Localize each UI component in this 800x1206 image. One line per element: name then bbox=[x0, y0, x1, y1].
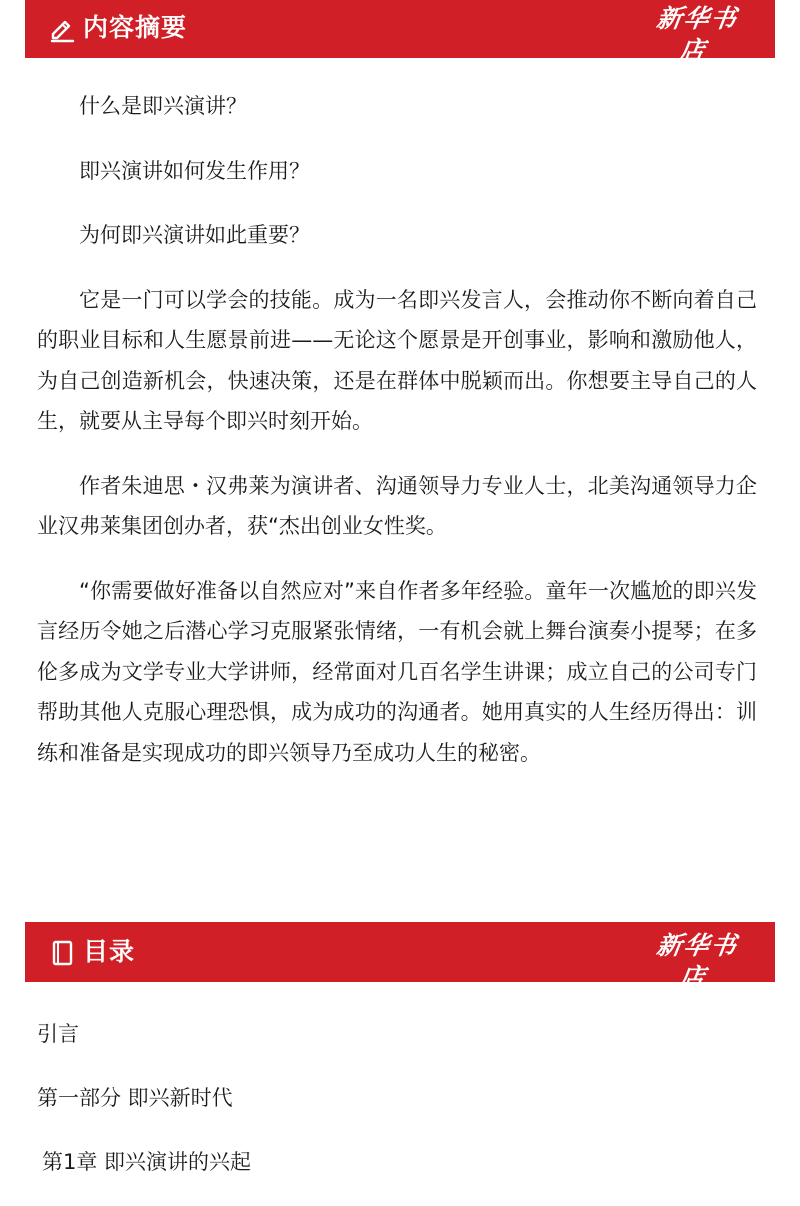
xinhua-logo-cn: 新华书店 bbox=[654, 4, 740, 65]
toc-title: 目录 bbox=[83, 937, 136, 966]
xinhua-logo bbox=[643, 3, 747, 75]
summary-title: 内容摘要 bbox=[83, 13, 188, 42]
summary-paragraph: 作者朱迪思・汉弗莱为演讲者、沟通领导力专业人士，北美沟通领导力企业汉弗莱集团创办者，获“杰出创业女性奖。 bbox=[37, 473, 757, 538]
toc-list bbox=[37, 1014, 757, 1206]
summary-paragraph: “你需要做好准备以自然应对”来自作者多年经验。童年一次尴尬的即兴发言经历令她之后潜心学习克服紧张情绪，一有机会就上舞台演奏小提琴；在多伦多成为文学专业大学讲师，经常面对几百名学生讲课；成立自己的公司专门帮助其他人克服心理恐惧，成为成功的沟通者。她用真实的人生经历得出：训练和准备是实现成功的即兴领导乃至成功人生的秘密。 bbox=[37, 578, 757, 765]
toc-item-part-1[interactable]: 第一部分 即兴新时代 bbox=[37, 1086, 233, 1110]
xinhua-logo-en: XINHUA BOOKSTORE bbox=[649, 995, 741, 1002]
toc-item-intro[interactable]: 引言 bbox=[37, 1022, 79, 1046]
xinhua-logo-cn: 新华书店 bbox=[654, 931, 740, 992]
summary-question: 什么是即兴演讲？ bbox=[79, 94, 247, 118]
summary-content bbox=[37, 86, 757, 797]
toc-header bbox=[25, 922, 775, 1002]
summary-question: 即兴演讲如何发生作用？ bbox=[79, 158, 310, 183]
summary-header bbox=[25, 0, 775, 75]
summary-paragraph: 它是一门可以学会的技能。成为一名即兴发言人，会推动你不断向着自己的职业目标和人生愿景前进——无论这个愿景是开创事业，影响和激励他人，为自己创造新机会，快速决策，还是在群体中脱颖而出。你想要主导自己的人生，就要从主导每个即兴时刻开始。 bbox=[37, 287, 757, 433]
edit-pencil-icon bbox=[49, 17, 75, 43]
book-icon bbox=[49, 940, 75, 966]
xinhua-logo bbox=[643, 930, 747, 1002]
summary-question: 为何即兴演讲如此重要？ bbox=[79, 223, 310, 247]
xinhua-logo-en: XINHUA BOOKSTORE bbox=[649, 68, 741, 75]
toc-item-chapter-1[interactable]: 第1章 即兴演讲的兴起 bbox=[42, 1150, 252, 1174]
